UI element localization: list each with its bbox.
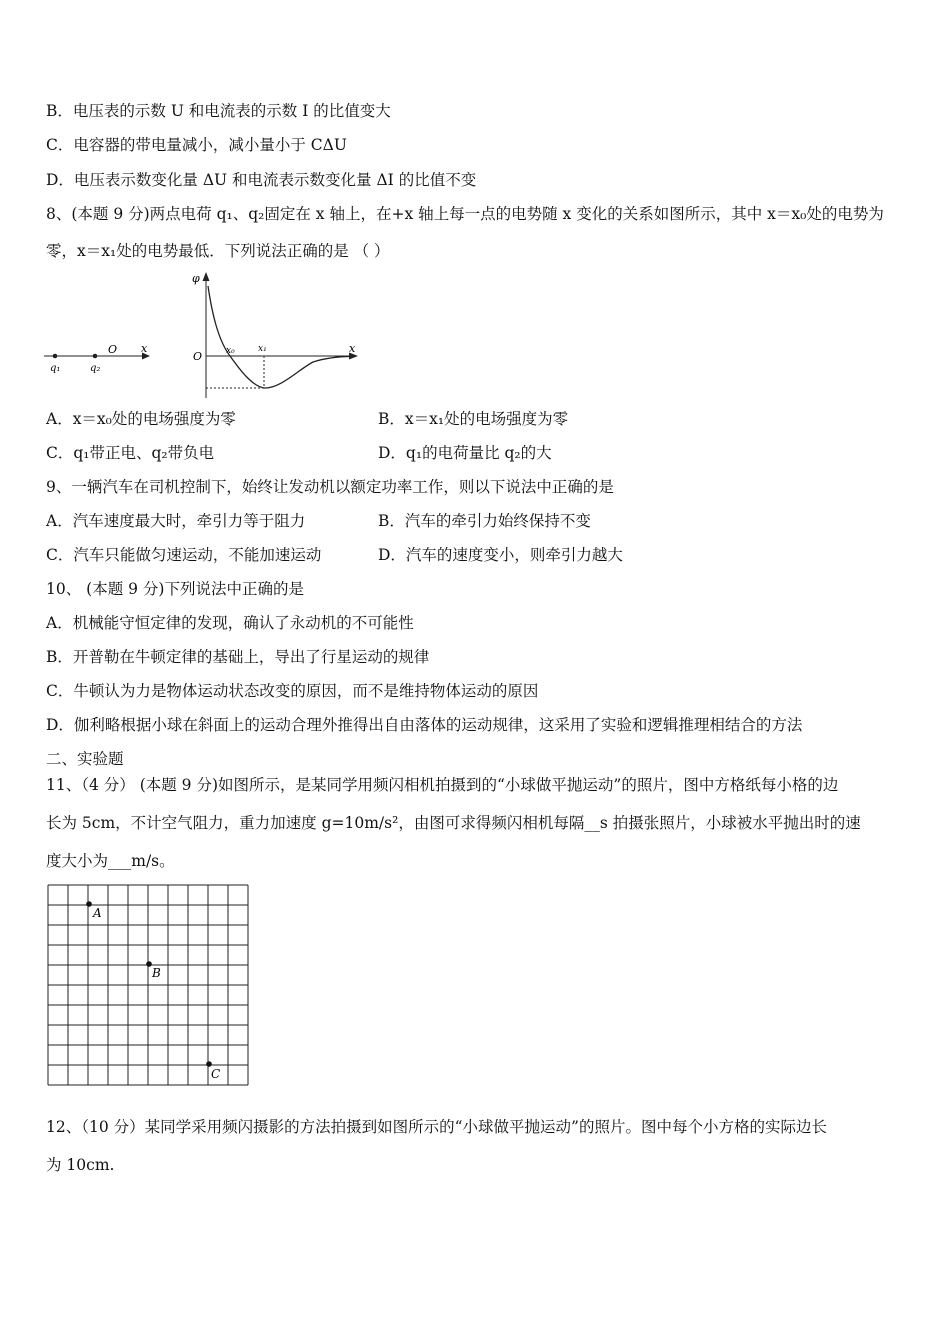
graph-x-axis-label: x	[349, 342, 356, 355]
q9-stem: 9、一辆汽车在司机控制下，始终让发动机以额定功率工作，则以下说法中正确的是	[46, 478, 614, 496]
point-b-label: B	[152, 966, 161, 980]
q8-charge-axis-figure	[42, 340, 157, 380]
q11-line3: 度大小为___m/s。	[46, 852, 175, 870]
q9-option-c: C．汽车只能做匀速运动，不能加速运动	[46, 546, 322, 564]
point-b-dot	[146, 961, 152, 967]
q8-stem-line2: 零，x＝x₁处的电势最低．下列说法正确的是 （ ）	[46, 242, 390, 260]
q7-option-b: B．电压表的示数 U 和电流表的示数 I 的比值变大	[46, 102, 391, 120]
q7-option-d: D．电压表示数变化量 ΔU 和电流表示数变化量 ΔI 的比值不变	[46, 171, 477, 189]
q8-option-c: C．q₁带正电、q₂带负电	[46, 444, 215, 462]
q10-option-a: A．机械能守恒定律的发现，确认了永动机的不可能性	[46, 614, 414, 632]
x-axis-label: x	[141, 342, 148, 355]
q8-option-a: A．x＝x₀处的电场强度为零	[46, 410, 236, 428]
point-a-dot	[86, 901, 92, 907]
point-a-label: A	[93, 906, 102, 920]
graph-origin-label: O	[193, 350, 203, 363]
point-c-label: C	[211, 1067, 221, 1081]
q10-stem: 10、 (本题 9 分)下列说法中正确的是	[46, 580, 304, 598]
phi-axis-label: φ	[192, 272, 200, 285]
q8-potential-graph	[188, 268, 363, 403]
q2-label: q₂	[90, 363, 101, 374]
q10-option-d: D．伽利略根据小球在斜面上的运动合理外推得出自由落体的运动规律，这采用了实验和逻辑推理相结合的方法	[46, 716, 803, 734]
q8-stem-line1: 8、(本题 9 分)两点电荷 q₁、q₂固定在 x 轴上，在+x 轴上每一点的电势随 x 变化的关系如图所示，其中 x＝x₀处的电势为	[46, 205, 884, 223]
q12-line2: 为 10cm.	[46, 1156, 115, 1174]
q9-option-a: A．汽车速度最大时，牵引力等于阻力	[46, 512, 306, 530]
q8-option-b: B．x＝x₁处的电场强度为零	[378, 410, 569, 428]
section-heading-experiment: 二、实验题	[46, 750, 124, 768]
q11-line1: 11、（4 分） (本题 9 分)如图所示，是某同学用频闪相机拍摄到的“小球做平抛运动”的照片，图中方格纸每小格的边	[46, 776, 839, 794]
q9-option-b: B．汽车的牵引力始终保持不变	[378, 512, 591, 530]
origin-label: O	[108, 343, 118, 356]
q10-option-b: B．开普勒在牛顿定律的基础上，导出了行星运动的规律	[46, 648, 430, 666]
point-c-dot	[206, 1061, 212, 1067]
q8-option-d: D．q₁的电荷量比 q₂的大	[378, 444, 552, 462]
x0-label: x₀	[226, 346, 235, 356]
q11-grid-figure	[46, 883, 250, 1087]
q2-dot	[93, 354, 98, 359]
q12-line1: 12、（10 分）某同学采用频闪摄影的方法拍摄到如图所示的“小球做平抛运动”的照片。图中每个小方格的实际边长	[46, 1118, 827, 1136]
q10-option-c: C．牛顿认为力是物体运动状态改变的原因，而不是维持物体运动的原因	[46, 682, 539, 700]
potential-curve	[208, 286, 352, 388]
x1-label: x₁	[258, 344, 267, 354]
q1-label: q₁	[50, 363, 61, 374]
q7-option-c: C．电容器的带电量减小，减小量小于 CΔU	[46, 136, 347, 154]
q11-line2: 长为 5cm，不计空气阻力，重力加速度 g=10m/s²，由图可求得频闪相机每隔__s 拍摄张照片，小球被水平抛出时的速	[46, 814, 861, 832]
q9-option-d: D．汽车的速度变小，则牵引力越大	[378, 546, 623, 564]
q1-dot	[53, 354, 58, 359]
